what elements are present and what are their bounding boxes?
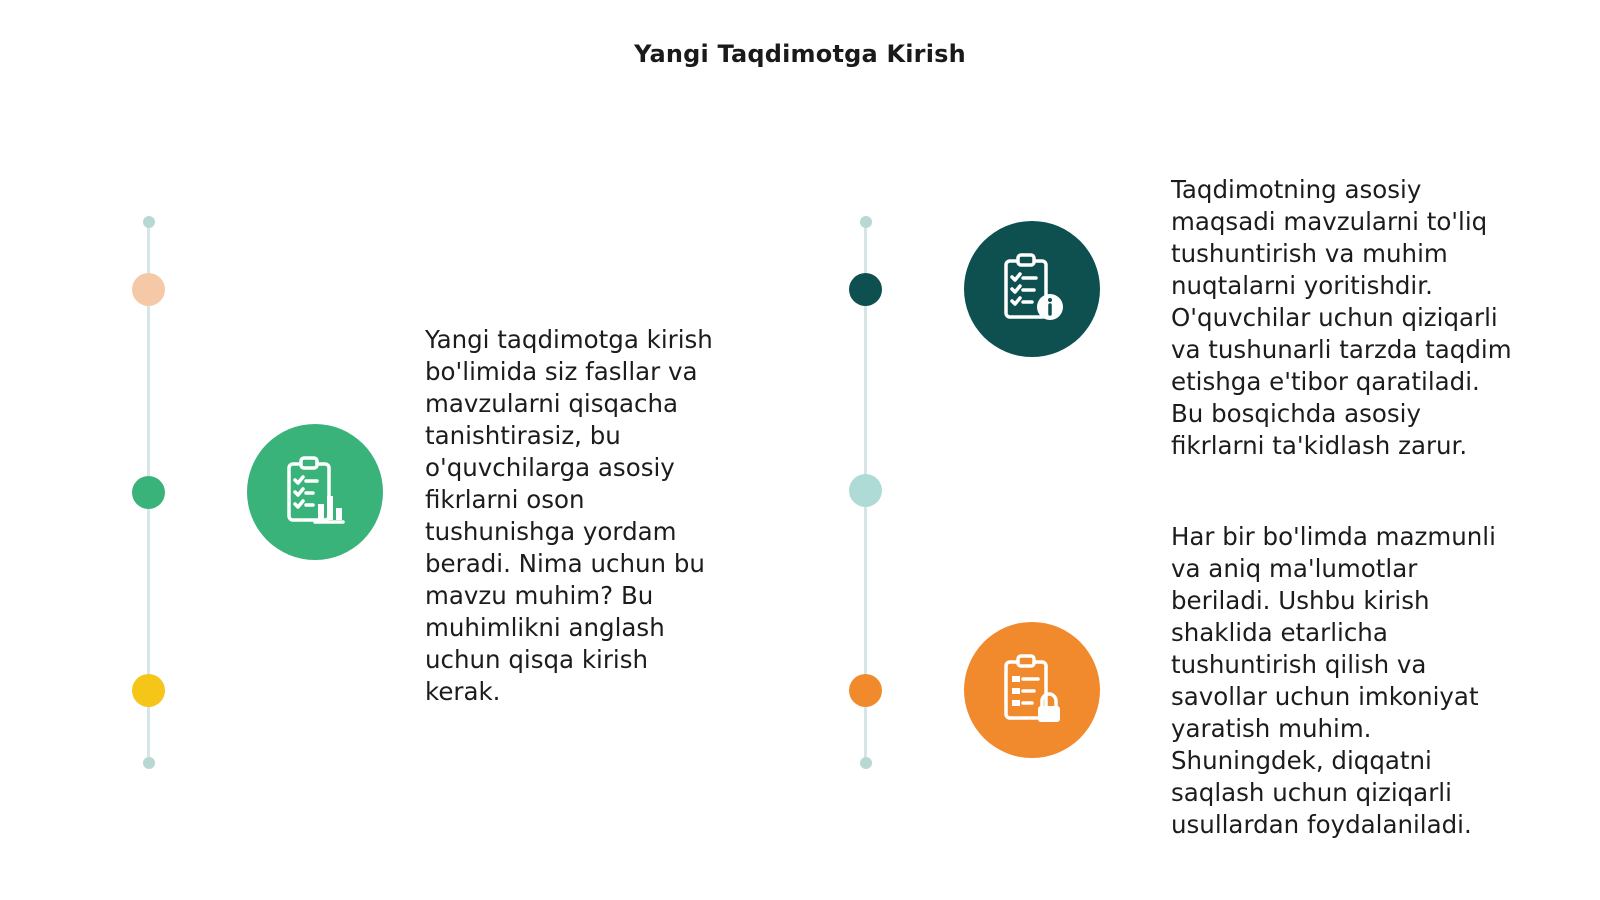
timeline-dot-green [132, 476, 165, 509]
right-top-paragraph: Taqdimotning asosiy maqsadi mavzularni to'liq tushuntirish va muhim nuqtalarni yoritishdir. O'quvchilar uchun qiziqarli va tushunarli tarzda taqdim etishga e'tibor qaratiladi. Bu bosqichda asosiy fikrlarni ta'kidlash zarur. [1171, 175, 1512, 460]
right-bottom-paragraph: Har bir bo'limda mazmunli va aniq ma'lumotlar beriladi. Ushbu kirish shaklida etarlicha tushuntirish qilish va savollar uchun imkoniyat yaratish muhim. Shuningdek, diqqatni saqlash uchun qiziqarli usullardan foydalaniladi. [1171, 522, 1496, 839]
page-title: Yangi Taqdimotga Kirish [634, 40, 966, 68]
timeline-end-dot [860, 216, 872, 228]
clipboard-lock-icon [964, 622, 1100, 758]
timeline-dot-orange [849, 674, 882, 707]
timeline-end-dot [143, 216, 155, 228]
clipboard-info-icon [964, 221, 1100, 357]
left-paragraph: Yangi taqdimotga kirish bo'limida siz fasllar va mavzularni qisqacha tanishtirasiz, bu o'quvchilarga asosiy fikrlarni oson tushunishga yordam beradi. Nima uchun bu mavzu muhim? Bu muhimlikni anglash uchun qisqa kirish kerak. [425, 325, 713, 706]
timeline-dot-dark-teal [849, 273, 882, 306]
clipboard-chart-icon [247, 424, 383, 560]
timeline-dot-light-teal [849, 474, 882, 507]
timeline-end-dot [143, 757, 155, 769]
timeline-dot-peach [132, 273, 165, 306]
timeline-dot-yellow [132, 674, 165, 707]
timeline-end-dot [860, 757, 872, 769]
